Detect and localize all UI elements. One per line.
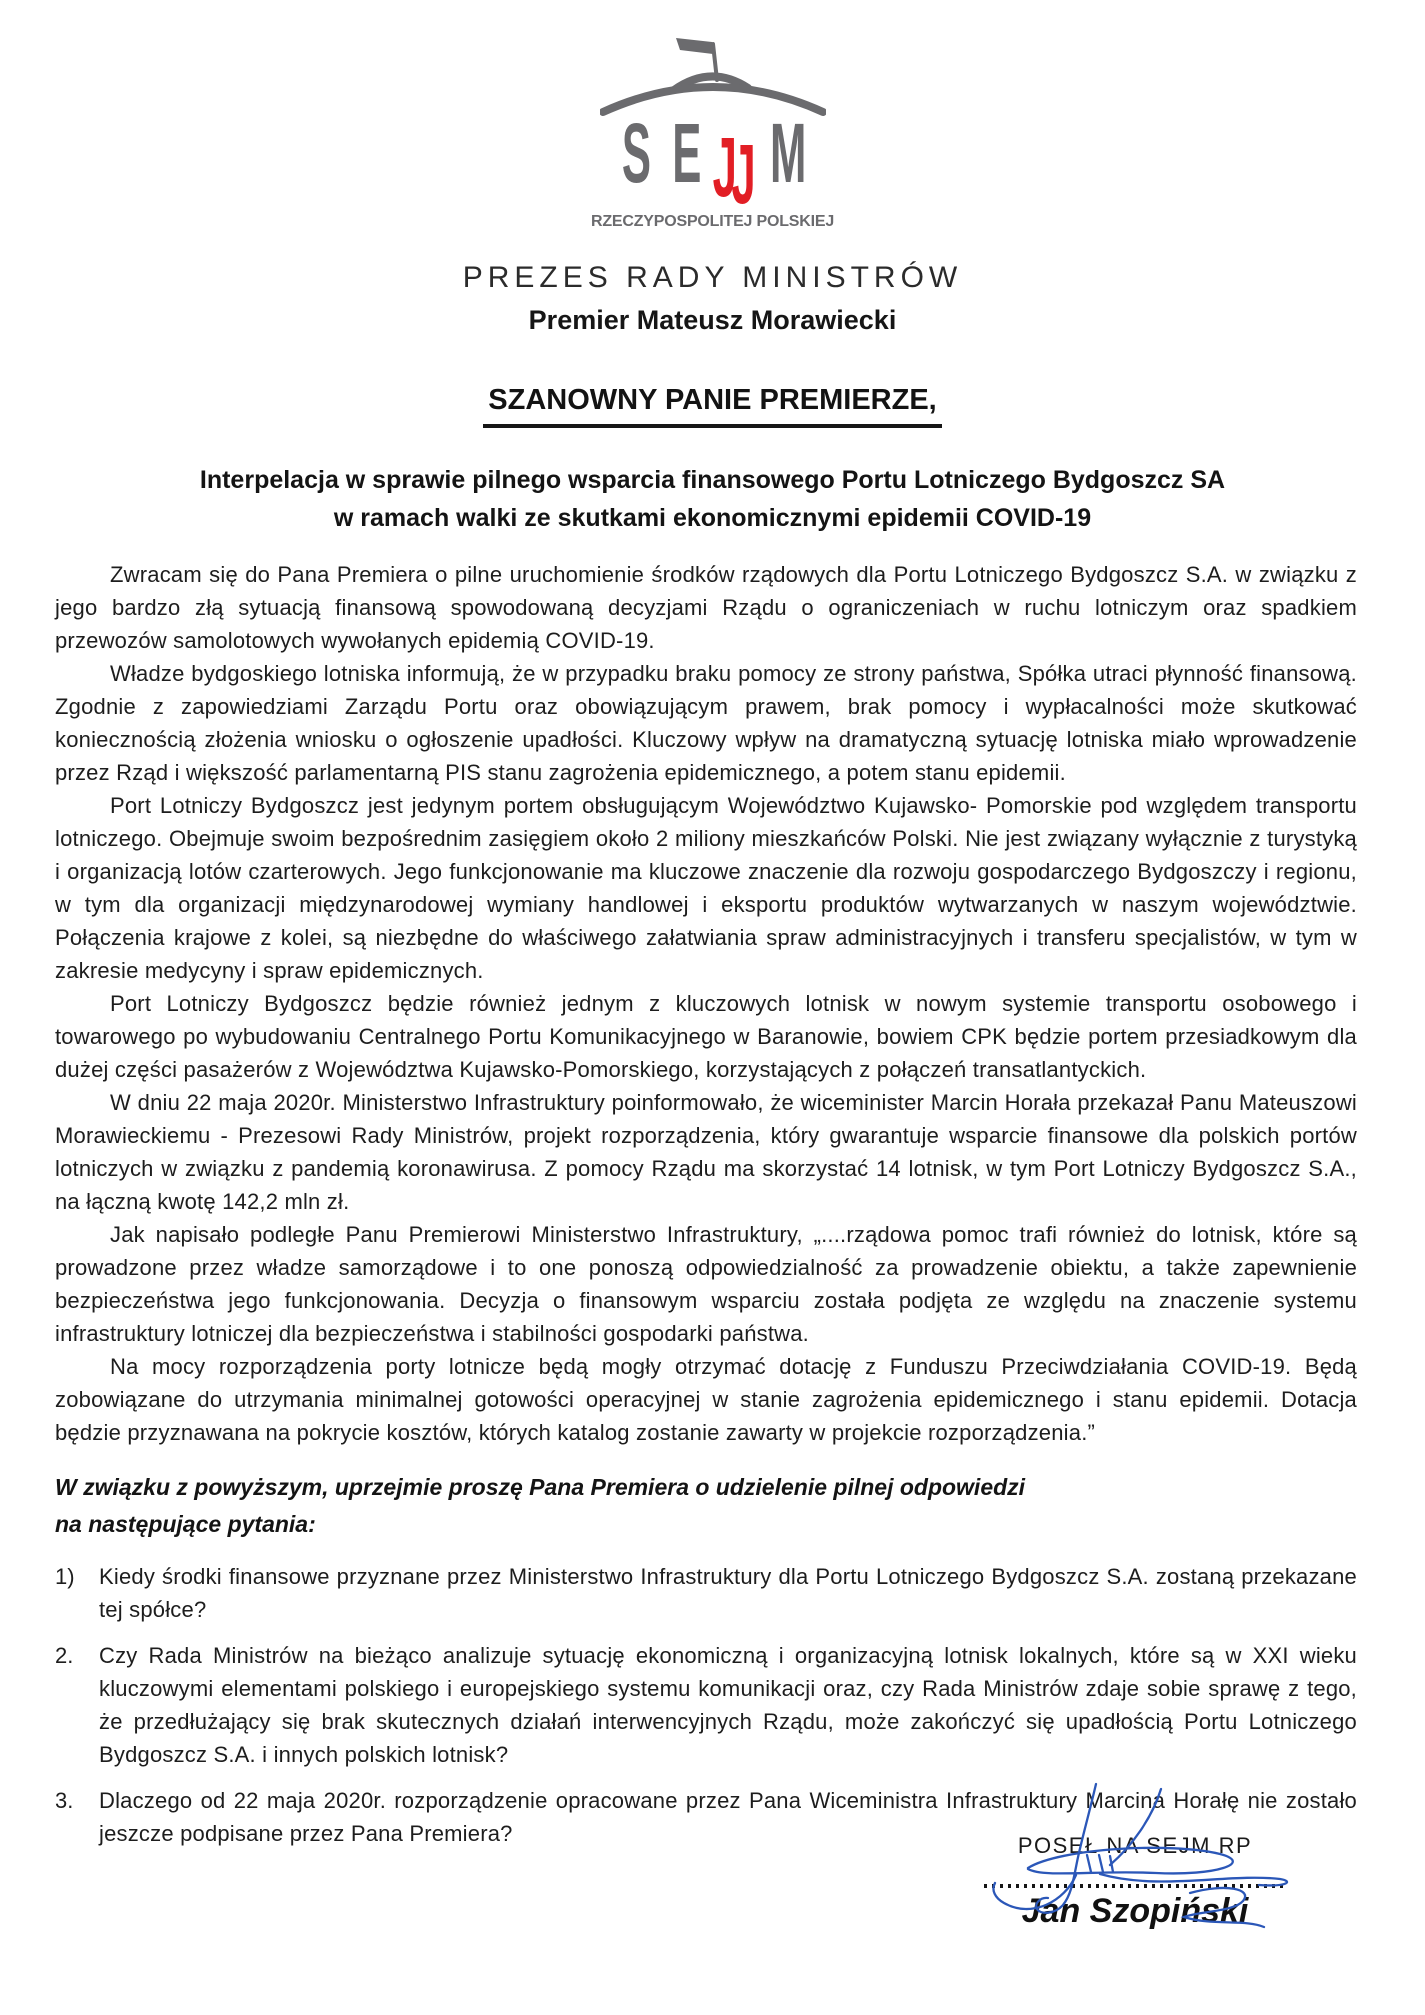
question-marker: 3. [55, 1788, 74, 1813]
addressee-name: Premier Mateusz Morawiecki [528, 305, 897, 335]
question-text: Dlaczego od 22 maja 2020r. rozporządzenie opracowane przez Pana Wiceministra Infrastruktury Marcina Horałę nie zostało jeszcze podpisane przez Pana Premiera? [99, 1788, 1357, 1846]
logo-letter-red: J [712, 120, 737, 208]
question-item [55, 1639, 1357, 1771]
salutation-heading: SZANOWNY PANIE PREMIERZE, [483, 384, 941, 428]
logo-letter: E [671, 106, 701, 201]
logo-letter: S [621, 106, 651, 201]
question-text: Kiedy środki finansowe przyznane przez Ministerstwo Infrastruktury dla Portu Lotniczego Bydgoszcz S.A. zostaną przekazane tej spółce? [99, 1564, 1357, 1622]
logo-subtitle: RZECZYPOSPOLITEJ POLSKIEJ [590, 213, 835, 230]
sejm-logo [0, 0, 1425, 231]
body-paragraph: W dniu 22 maja 2020r. Ministerstwo Infrastruktury poinformowało, że wiceminister Marcin Horała przekazał Panu Mateuszowi Morawieckiemu - Prezesowi Rady Ministrów, projekt rozporządzenia, który gwarantuje wsparcie finansowe dla polskich portów lotniczych w związku z pandemią koronawirusa. Z pomocy Rządu ma skorzystać 14 lotnisk, w tym Port Lotniczy Bydgoszcz S.A., na łączną kwotę 142,2 mln zł. [55, 1090, 1357, 1214]
body-paragraph: Port Lotniczy Bydgoszcz będzie również jednym z kluczowych lotnisk w nowym systemie transportu osobowego i towarowego po wybudowaniu Centralnego Portu Komunikacyjnego w Baranowie, bowiem CPK będzie portem przesiadkowym dla dużej części pasażerów z Województwa Kujawsko-Pomorskiego, korzystających z połączeń transatlantyckich. [55, 991, 1357, 1082]
question-item [55, 1560, 1357, 1626]
question-marker: 2. [55, 1643, 74, 1668]
logo-letter: M [769, 106, 806, 201]
body-paragraph: Jak napisało podległe Panu Premierowi Ministerstwo Infrastruktury, „....rządowa pomoc trafi również do lotnisk, które są prowadzone przez władze samorządowe i to one ponoszą odpowiedzialność za prowadzenie obiektu, a także zapewnienie bezpieczeństwa jego funkcjonowania. Decyzja o finansowym wsparciu została podjęta ze względu na znaczenie systemu infrastruktury lotniczej dla bezpieczeństwa i stabilności gospodarki państwa. [55, 1222, 1357, 1346]
sejm-logo-graphic [600, 38, 826, 208]
signature-role: POSEŁ NA SEJM RP [1017, 1833, 1253, 1858]
question-marker: 1) [55, 1564, 75, 1589]
salutation-row [0, 384, 1425, 428]
interpellation-title-line2: w ramach walki ze skutkami ekonomicznymi epidemii COVID-19 [333, 504, 1092, 532]
interpellation-title [0, 461, 1425, 537]
signature-name: Jan Szopiński [1021, 1892, 1249, 1930]
letter-body [0, 558, 1425, 1850]
body-paragraph: Władze bydgoskiego lotniska informują, że w przypadku braku pomocy ze strony państwa, Spółka utraci płynność finansową. Zgodnie z zapowiedziami Zarządu Portu oraz obowiązującym prawem, brak pomocy i wypłacalności może skutkować koniecznością złożenia wniosku o ogłoszenie upadłości. Kluczowy wpływ na dramatyczną sytuację lotniska miało wprowadzenie przez Rząd i większość parlamentarną PIS stanu zagrożenia epidemicznego, a potem stanu epidemii. [55, 661, 1357, 785]
question-text: Czy Rada Ministrów na bieżąco analizuje sytuację ekonomiczną i organizacyjną lotnisk lokalnych, które są w XXI wieku kluczowymi elementami polskiego i europejskiego systemu komunikacji oraz, czy Rada Ministrów zdaje sobie sprawę z tego, że przedłużający się brak skutecznych działań interwencyjnych Rządu, może zakończyć się upadłością Portu Lotniczego Bydgoszcz S.A. i innych polskich lotnisk? [99, 1643, 1357, 1767]
body-paragraph: Zwracam się do Pana Premiera o pilne uruchomienie środków rządowych dla Portu Lotniczego Bydgoszcz S.A. w związku z jego bardzo złą sytuacją finansową spowodowaną decyzjami Rządu o ograniczeniach w ruchu lotniczym oraz spadkiem przewozów samolotowych wywołanych epidemią COVID-19. [55, 562, 1357, 653]
body-paragraph: Port Lotniczy Bydgoszcz jest jedynym portem obsługującym Województwo Kujawsko- Pomorskie pod względem transportu lotniczego. Obejmuje swoim bezpośrednim zasięgiem około 2 miliony mieszkańców Polski. Nie jest związany wyłącznie z turystyką i organizacją lotów czarterowych. Jego funkcjonowanie ma kluczowe znaczenie dla rozwoju gospodarczego Bydgoszczy i regionu, w tym dla organizacji międzynarodowej wymiany handlowej i eksportu produktów wytwarzanych w naszym województwie. Połączenia krajowe z kolei, są niezbędne do właściwego załatwiania spraw administracyjnych i transferu specjalistów, w tym w zakresie medycyny i spraw epidemicznych. [55, 793, 1357, 983]
logo-letter-red: J [730, 127, 756, 208]
body-paragraph: Na mocy rozporządzenia porty lotnicze będą mogły otrzymać dotację z Funduszu Przeciwdziałania COVID-19. Będą zobowiązane do utrzymania minimalnej gotowości operacyjnej w stanie zagrożenia epidemicznego i stanu epidemii. Dotacja będzie przyznawana na pokrycie kosztów, których katalog zostanie zawarty w projekcie rozporządzenia.” [55, 1354, 1357, 1445]
closing-request-heading: W związku z powyższym, uprzejmie proszę Pana Premiera o udzielenie pilnej odpowiedzi na następujące pytania: [55, 1474, 1026, 1537]
signature-ink-icon [960, 1778, 1300, 1943]
interpellation-title-line1: Interpelacja w sprawie pilnego wsparcia finansowego Portu Lotniczego Bydgoszcz SA [199, 466, 1226, 494]
office-title: PREZES RADY MINISTRÓW [462, 261, 963, 294]
